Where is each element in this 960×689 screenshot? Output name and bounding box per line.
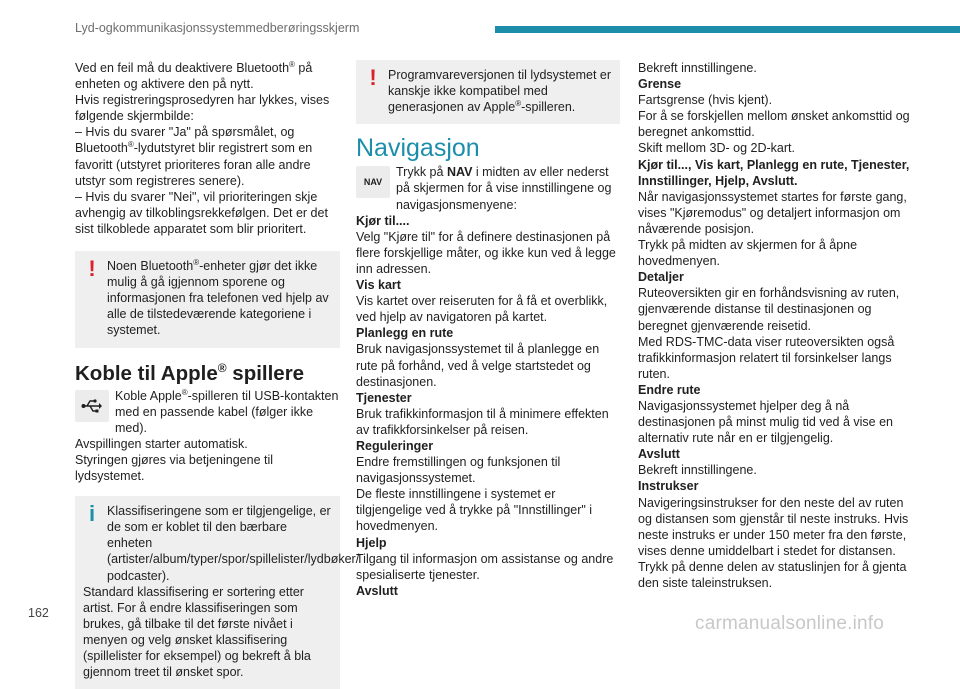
item-heading: Hjelp: [356, 535, 387, 550]
usb-icon: [75, 390, 109, 422]
item-text: Bekreft innstillingene.: [638, 61, 757, 75]
item-text: Trykk på midten av skjermen for å åpne hovedmenyen.: [638, 238, 858, 269]
usb-instruction: [75, 388, 340, 436]
left-column: [75, 59, 360, 689]
warning-note-apple: [356, 60, 620, 124]
item-text: Vis kartet over reiseruten for å få et overblikk, ved hjelp av navigatoren på kartet.: [356, 294, 608, 325]
info-text-1: Klassifiseringene som er tilgjengelige, er de som er koblet til den bærbare enheten (artister/album/typer/spor/spillelister/lydbøker/ podcaster).: [107, 504, 360, 583]
header-accent-bar: [495, 26, 960, 33]
item-heading: Detaljer: [638, 270, 684, 285]
running-header: Lyd-ogkommunikasjonssystemmedberøringsskjerm: [75, 21, 360, 35]
item-text: Med RDS-TMC-data viser ruteoversikten også trafikkinformasjon relatert til forsinkelser langs ruten.: [638, 334, 895, 381]
item-heading: Vis kart: [356, 278, 401, 293]
item-heading: Planlegg en rute: [356, 326, 454, 341]
autoplay-text: Avspillingen starter automatisk.: [75, 436, 248, 451]
item-heading: Grense: [638, 77, 682, 92]
nav-button-icon: NAV: [356, 166, 390, 198]
item-text: Bekreft innstillingene.: [638, 463, 757, 478]
item-text: De fleste innstillingene i systemet er tilgjengelige ved å trykke på "Innstillinger" i hovedmenyen.: [356, 487, 593, 534]
warning-text: Noen Bluetooth®-enheter gjør det ikke mulig å gå igjennom sporene og informasjonen fra telefonen ved hjelp av alle de tilstedeværende kategoriene i systemet.: [107, 257, 329, 338]
item-text: Bruk navigasjonssystemet til å planlegge en rute på forhånd, ved å velge startstedet og destinasjonen.: [356, 342, 600, 389]
item-text: Velg "Kjøre til" for å definere destinasjonen på flere forskjellige måter, og ikke kun ved å legge inn adressen.: [356, 229, 616, 276]
item-text: Navigasjonssystemet hjelper deg å nå destinasjonen på minst mulig tid ved å vise en alternativ rute når en er tilgjengelig.: [638, 398, 894, 446]
warning-note-bluetooth: [75, 251, 340, 347]
item-text: Endre fremstillingen og funksjonen til navigasjonssystemet.: [356, 455, 561, 486]
item-text: Ruteoversikten gir en forhåndsvisning av ruten, gjenværende distanse til destinasjonen og beregnet gjenværende reisetid.: [638, 286, 900, 333]
section-heading-navigation: Navigasjon: [356, 134, 480, 163]
item-text: Navigeringsinstrukser for den neste del av ruten og distansen som gjenstår til neste instruks. Hvis neste instruks er under 150 meter fra den første, vises denne umiddelbart i stedet for distansen.: [638, 495, 909, 558]
item-heading: Avslutt: [356, 583, 398, 598]
answer-yes-text: – Hvis du svarer "Ja" på spørsmålet, og Bluetooth®-lydutstyret blir registrert som en favoritt (utstyret prioriteres foran alle andre utstyr som registreres senere).: [75, 125, 313, 188]
right-column: [638, 60, 910, 591]
page-number: 162: [28, 606, 49, 620]
item-text: Tilgang til informasjon om assistanse og andre spesialiserte tjenester.: [356, 551, 614, 582]
watermark: carmanualsonline.info: [695, 613, 885, 634]
nav-text: Trykk på NAV i midten av eller nederst på skjermen for å vise innstillingene og navigasjonsmenyene:: [396, 165, 612, 212]
info-text-2: Standard klassifisering er sortering etter artist. For å endre klassifiseringen som brukes, gå tilbake til det første nivået i menyen og velg ønsket klassifisering (spillelister for eksempel) og bekreft å bla gjennom treet til ønsket spor.: [83, 584, 311, 680]
warning-icon: !: [369, 65, 377, 90]
item-text: Når navigasjonssystemet startes for første gang, vises "Kjøremodus" og detaljert informasjon om nåværende posisjon.: [638, 189, 907, 236]
warning-icon: !: [88, 256, 96, 282]
item-heading: Avslutt: [638, 447, 680, 462]
usb-text: Koble Apple®-spilleren til USB-kontakten med en passende kabel (følger ikke med).: [115, 387, 339, 435]
item-text: Trykk på denne delen av statuslinjen for å gjenta den siste taleinstruksen.: [638, 559, 907, 590]
section-heading-apple: Koble til Apple® spillere: [75, 360, 305, 385]
item-text: Fartsgrense (hvis kjent).: [638, 93, 773, 108]
nav-instruction: [356, 164, 620, 212]
registration-text: Hvis registreringsprosedyren har lykkes, vises følgende skjermbilde:: [75, 93, 330, 124]
item-text: For å se forskjellen mellom ønsket ankomsttid og beregnet ankomsttid.: [638, 109, 910, 140]
answer-no-text: – Hvis du svarer "Nei", vil prioriteringen skje avhengig av tilkoblingsrekkefølgen. Det er det sist tilkoblede apparatet som blir prioritert.: [75, 189, 328, 236]
item-text: Bruk trafikkinformasjon til å minimere effekten av trafikkforsinkelser på reisen.: [356, 406, 609, 437]
item-heading: Instrukser: [638, 479, 699, 494]
middle-column: [356, 60, 620, 599]
item-heading: Kjør til..., Vis kart, Planlegg en rute, Tjenester, Innstillinger, Hjelp, Avslutt.: [638, 157, 910, 188]
bluetooth-reset-text: Ved en feil må du deaktivere Bluetooth® på enheten og aktivere den på nytt.: [75, 59, 313, 92]
item-heading: Reguleringer: [356, 438, 434, 453]
item-heading: Endre rute: [638, 382, 701, 397]
item-heading: Kjør til....: [356, 213, 410, 228]
controls-text: Styringen gjøres via betjeningene til lydsystemet.: [75, 452, 274, 484]
warning-text: Programvareversjonen til lydsystemet er kanskje ikke kompatibel med generasjonen av Apple®-spilleren.: [388, 68, 611, 115]
item-heading: Tjenester: [356, 390, 412, 405]
info-icon: i: [88, 501, 96, 527]
item-text: Skift mellom 3D- og 2D-kart.: [638, 141, 795, 156]
info-note-classification: [75, 496, 360, 689]
